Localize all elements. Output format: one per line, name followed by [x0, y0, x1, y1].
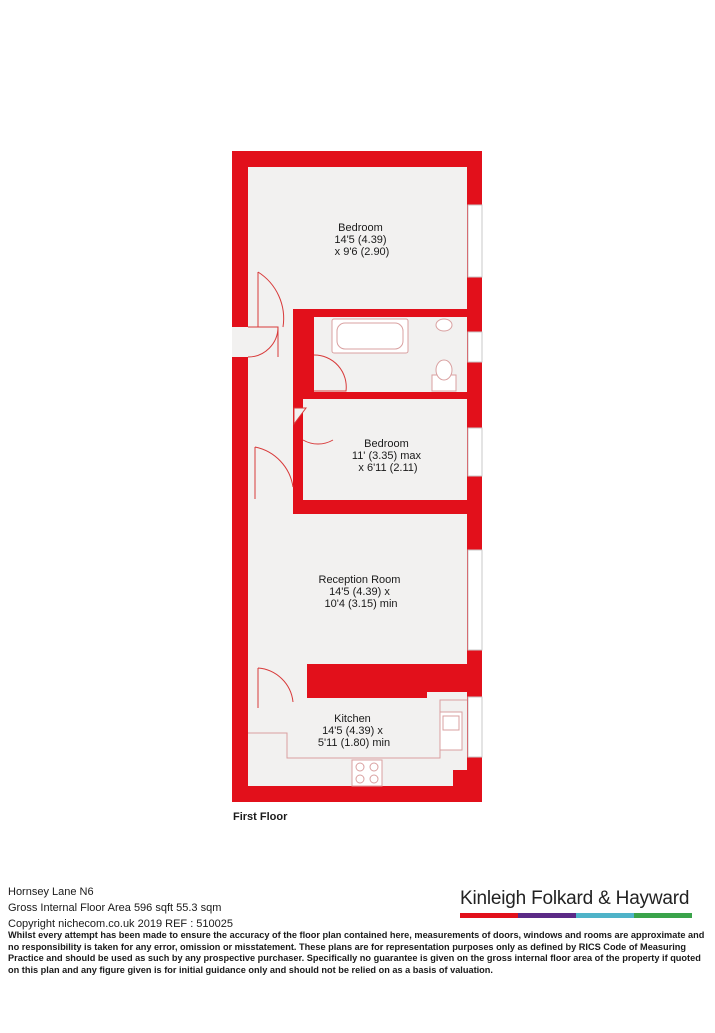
brand-bar-4 — [634, 913, 692, 918]
bedroom-2-label: Bedroom 11' (3.35) max x 6'11 (2.11) — [351, 438, 422, 474]
address: Hornsey Lane N6 — [8, 886, 94, 898]
property-details — [8, 884, 233, 932]
brand-bar-3 — [576, 913, 634, 918]
bedroom-1-label: Bedroom 14'5 (4.39) x 9'6 (2.90) — [334, 222, 390, 258]
brand-bar-2 — [518, 913, 576, 918]
brand-color-bars — [460, 913, 692, 918]
reception-label: Reception Room 14'5 (4.39) x 10'4 (3.15) min — [318, 574, 401, 610]
agency-logo — [460, 888, 692, 918]
brand-bar-1 — [460, 913, 518, 918]
floor-name: First Floor — [233, 811, 288, 823]
agency-name: Kinleigh Folkard & Hayward — [460, 888, 690, 909]
entrance-opening — [232, 327, 248, 357]
copyright: Copyright nichecom.co.uk 2019 REF : 510025 — [8, 918, 234, 930]
disclaimer: Whilst every attempt has been made to ensure the accuracy of the floor plan contained here, measurements of doors, windows and rooms are approximate and no responsibility is taken for any error, omission or misstatement. These plans are for representation purposes only as defined by RICS Code of Measuring Practice and should be used as such by any prospective purchaser. Specifically no guarantee is given on the gross internal floor area of the property if quoted on this plan and any figure given is for initial guidance only and should not be relied on as a basis of valuation. — [8, 930, 705, 975]
kitchen-label: Kitchen 14'5 (4.39) x 5'11 (1.80) min — [317, 713, 391, 749]
floor-area: Gross Internal Floor Area 596 sqft 55.3 sqm — [8, 902, 222, 914]
